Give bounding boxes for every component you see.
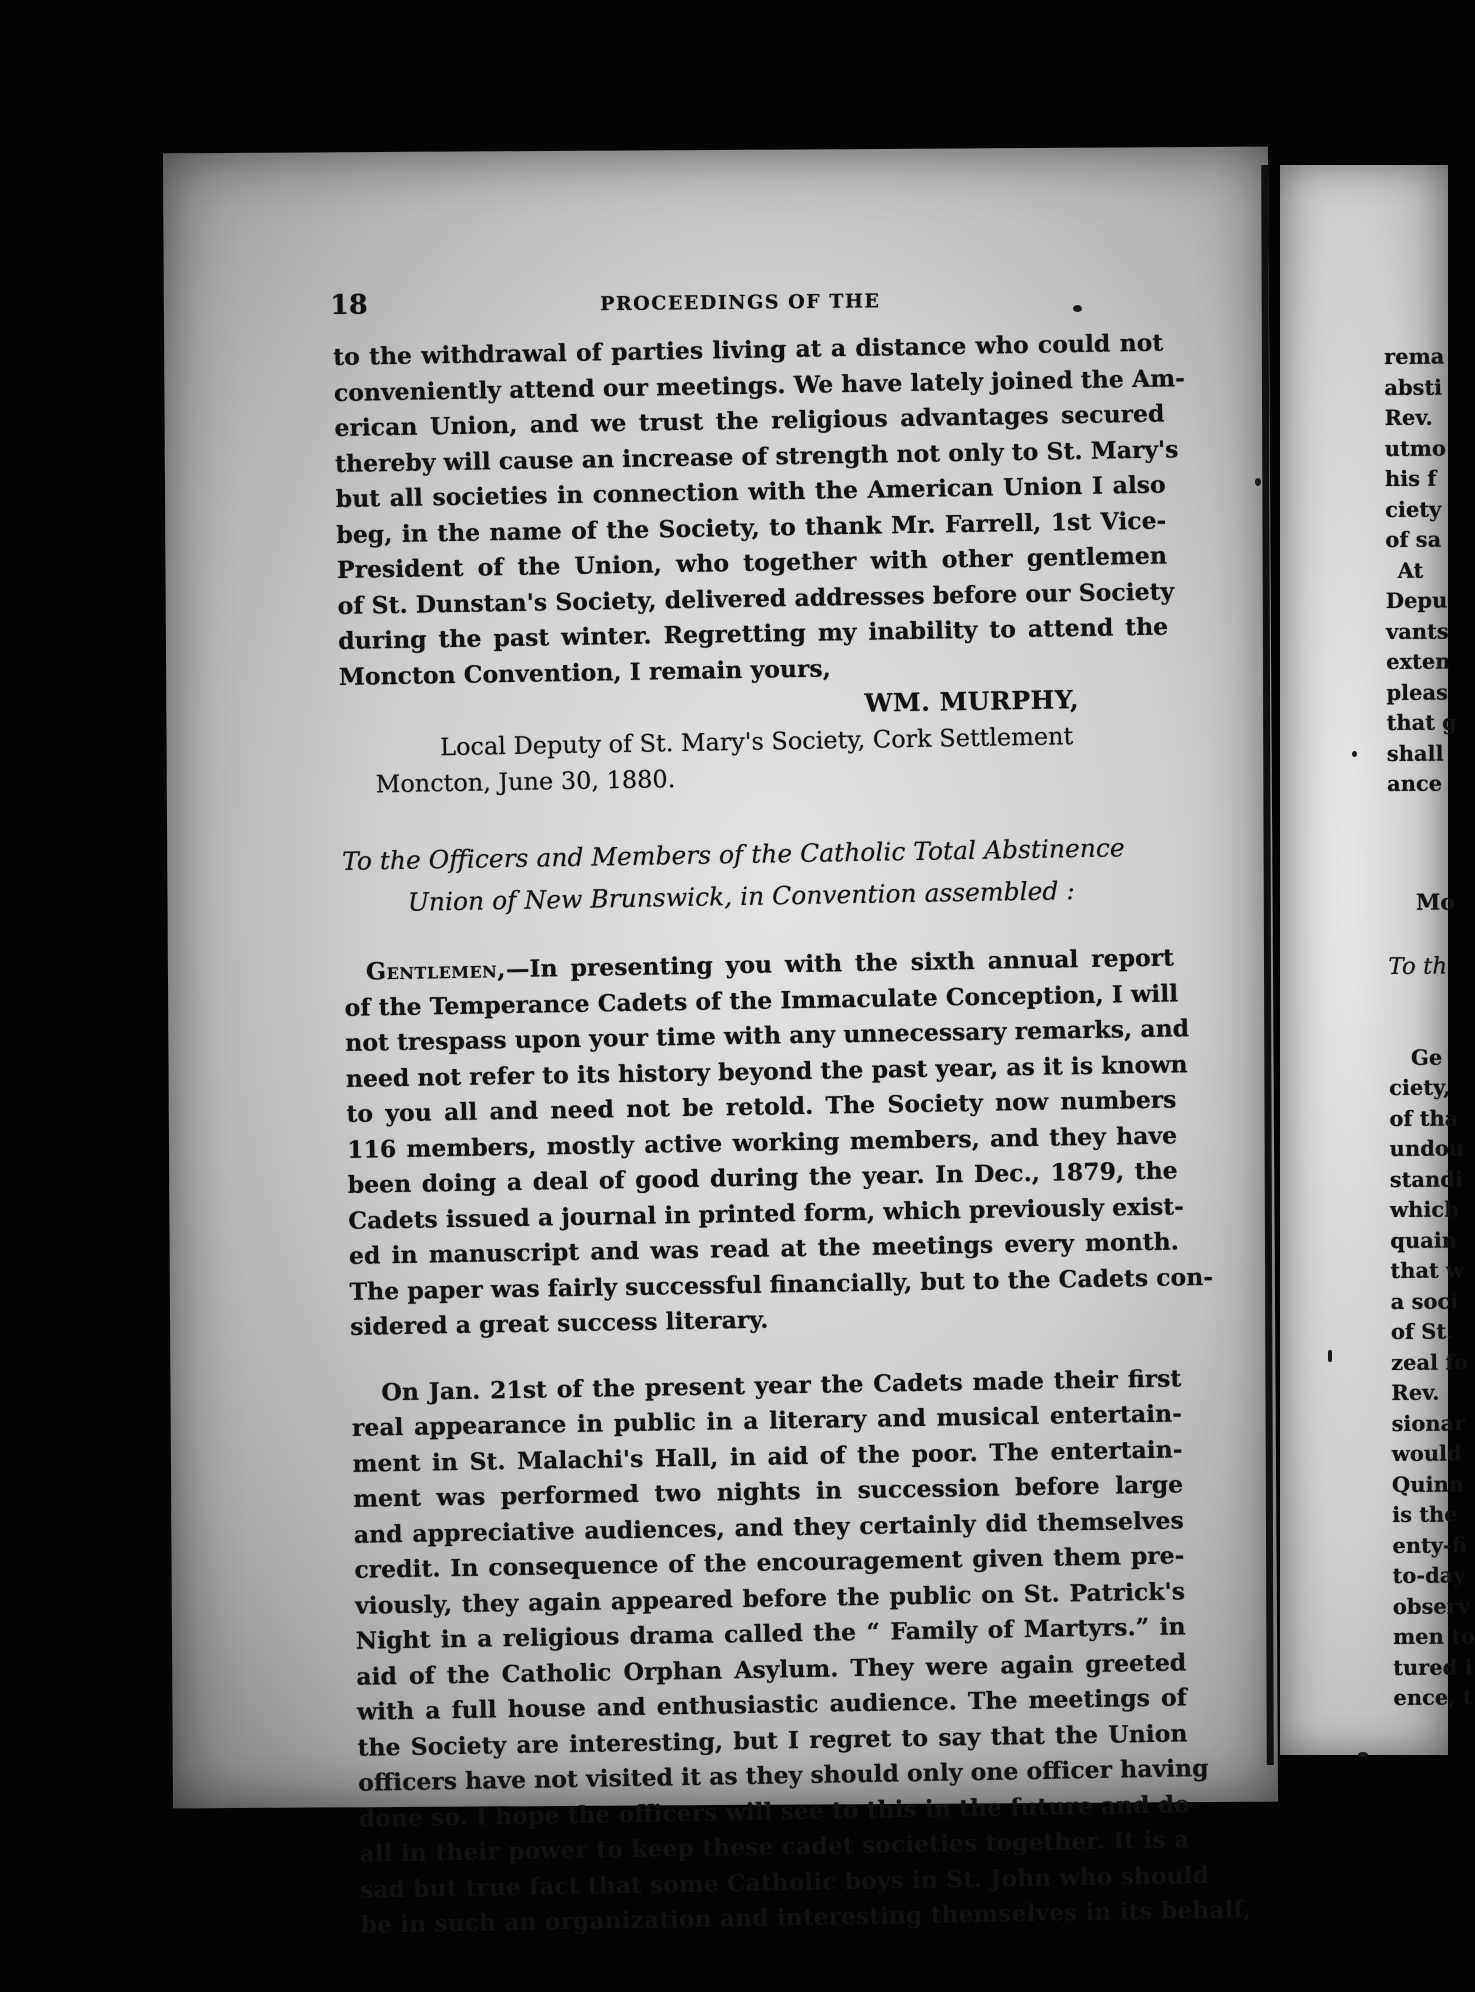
- ink-speck: [1328, 1350, 1332, 1362]
- text-line: officers have not visited it as they should only one officer having: [357, 1753, 1209, 1797]
- text-fragment: of sa: [1385, 526, 1442, 552]
- text-line: Moncton Convention, I remain yours,: [338, 653, 831, 691]
- text-fragment: utmo: [1384, 435, 1447, 461]
- text-fragment: observ: [1392, 1592, 1471, 1619]
- ink-speck: [1255, 478, 1261, 486]
- address-line: Union of New Brunswick, in Convention assembled :: [407, 876, 1076, 917]
- section-gap: [1388, 917, 1458, 951]
- text-fragment: to-day: [1392, 1562, 1466, 1588]
- text-line: ment was performed two nights in succession before large: [352, 1470, 1184, 1513]
- address-line: To the Officers and Members of the Catholic Total Abstinence: [341, 833, 1125, 876]
- text-line: Cadets issued a journal in printed form, which previously exist-: [348, 1191, 1185, 1235]
- text-fragment: of tha: [1389, 1105, 1459, 1131]
- text-fragment: would: [1391, 1440, 1462, 1466]
- text-fragment: Rev.: [1391, 1379, 1440, 1405]
- ink-speck: [1352, 751, 1357, 757]
- text-line: ment in St. Malachi's Hall, in aid of the poor. The entertain-: [352, 1434, 1183, 1478]
- text-line: sidered a great success literary.: [349, 1305, 769, 1341]
- text-fragment: standi: [1389, 1165, 1463, 1192]
- text-line: aid of the Catholic Orphan Asylum. They were again greeted: [356, 1647, 1187, 1691]
- text-fragment: Depu: [1385, 587, 1448, 613]
- text-fragment: which: [1389, 1196, 1460, 1222]
- letter-continuation: [333, 326, 1186, 803]
- text-fragment: shall: [1386, 740, 1444, 766]
- text-line: 116 members, mostly active working members, and they have: [346, 1120, 1178, 1164]
- place-and-date: Moncton, June 30, 1880.: [375, 765, 676, 799]
- text-line: President of the Union, who together with other gentlemen: [336, 541, 1168, 584]
- running-head: PROCEEDINGS OF THE: [600, 290, 881, 316]
- text-column: [333, 326, 1252, 1944]
- page-header: [330, 284, 890, 324]
- report-paragraph-2: [351, 1361, 1252, 1943]
- report-paragraph-1: [344, 940, 1214, 1345]
- text-fragment: undou: [1389, 1135, 1465, 1161]
- text-fragment: zeal fo: [1391, 1348, 1469, 1375]
- text-line: been doing a deal of good during the year. In Dec., 1879, the: [347, 1156, 1178, 1199]
- text-line: thereby will cause an increase of strength not only to St. Mary's: [334, 434, 1179, 478]
- text-line: beg, in the name of the Society, to thank Mr. Farrell, 1st Vice-: [336, 505, 1167, 549]
- text-fragment: men to: [1392, 1623, 1475, 1649]
- address-fragment: To th: [1388, 953, 1448, 980]
- section-heading-fragment: Mo: [1415, 889, 1456, 916]
- text-fragment: his f: [1384, 465, 1437, 491]
- text-fragment: absti: [1384, 374, 1443, 400]
- signature-name: WM. MURPHY,: [864, 685, 1080, 718]
- right-page-text: [1384, 342, 1475, 1714]
- ink-speck: [1073, 305, 1082, 312]
- text-line: of St. Dunstan's Society, delivered addresses before our Society: [337, 576, 1175, 620]
- ink-speck: [1358, 1752, 1368, 1757]
- text-fragment: quain: [1390, 1227, 1458, 1253]
- text-line: ed in manuscript and was read at the meetings every month.: [348, 1227, 1180, 1270]
- text-fragment: At: [1397, 557, 1424, 583]
- section-gap: [1388, 982, 1458, 1042]
- text-fragment: sionar: [1391, 1409, 1466, 1436]
- text-fragment: is the: [1392, 1501, 1458, 1527]
- text-fragment: enty-fi: [1392, 1531, 1467, 1558]
- text-line: not trespass upon your time with any unnecessary remarks, and: [345, 1014, 1190, 1057]
- text-fragment: Quinn: [1391, 1470, 1465, 1497]
- signature-role: Local Deputy of St. Mary's Society, Cork Settlement: [439, 722, 1074, 762]
- text-line: viously, they again appeared before the public on St. Patrick's: [354, 1576, 1186, 1620]
- text-line: erican Union, and we trust the religious advantages secured: [334, 399, 1165, 442]
- text-line: all in their power to keep these cadet societies together. It is a: [359, 1825, 1190, 1868]
- text-line: On Jan. 21st of the present year the Cadets made their first: [381, 1363, 1182, 1406]
- text-fragment: ciety: [1385, 496, 1442, 522]
- text-line: Night in a religious drama called the “ Family of Martyrs.” in: [355, 1612, 1186, 1655]
- text-run: —In presenting you with the sixth annual report: [505, 943, 1175, 984]
- text-fragment: a soci: [1390, 1288, 1459, 1314]
- address-block: [342, 826, 1173, 924]
- text-line: conveniently attend our meetings. We have lately joined the Am-: [333, 363, 1186, 407]
- text-line: sad but true fact that some Catholic boys in St. John who should: [359, 1860, 1210, 1904]
- text-fragment: that w: [1390, 1257, 1465, 1283]
- text-fragment: of St.: [1390, 1318, 1454, 1344]
- page-number: 18: [330, 289, 368, 321]
- text-fragment: exten: [1386, 648, 1451, 674]
- text-fragment: pleas: [1386, 679, 1448, 705]
- text-fragment: ence, t: [1393, 1684, 1473, 1710]
- text-line: The paper was fairly successful financially, but to the Cadets con-: [349, 1262, 1214, 1306]
- salutation: Gentlemen,: [365, 955, 507, 986]
- text-line: during the past winter. Regretting my inability to attend the: [338, 612, 1169, 655]
- text-line: real appearance in public in a literary and musical entertain-: [351, 1399, 1183, 1442]
- text-line: done so. I hope the officers will see to this in the future and do: [358, 1789, 1191, 1833]
- text-line: of the Temperance Cadets of the Immaculate Conception, I will: [344, 978, 1179, 1022]
- text-line: need not refer to its history beyond the past year, as it is known: [345, 1049, 1188, 1093]
- text-line: but all societies in connection with the American Union I also: [335, 470, 1166, 513]
- text-fragment: vants: [1385, 618, 1449, 644]
- text-line: the Society are interesting, but I regret to say that the Union: [357, 1718, 1188, 1762]
- text-fragment: that g: [1386, 709, 1458, 735]
- text-line: be in such an organization and interesting themselves in its behalf,: [360, 1895, 1252, 1939]
- text-line: to the withdrawal of parties living at a distance who could not: [333, 328, 1164, 371]
- text-fragment: ance: [1386, 770, 1443, 796]
- text-fragment: tured i: [1393, 1653, 1473, 1680]
- text-line: with a full house and enthusiastic audience. The meetings of: [356, 1683, 1188, 1726]
- text-line: credit. In consequence of the encouragement given them pre-: [354, 1541, 1185, 1584]
- text-line: and appreciative audiences, and they certainly did themselves: [353, 1505, 1184, 1549]
- text-fragment: Ge: [1410, 1044, 1443, 1070]
- text-fragment: Rev.: [1384, 404, 1433, 430]
- section-gap: [1387, 799, 1458, 887]
- text-line: to you all and need not be retold. The Society now numbers: [346, 1085, 1177, 1128]
- text-fragment: ciety,: [1389, 1074, 1451, 1100]
- text-fragment: rema: [1384, 343, 1445, 369]
